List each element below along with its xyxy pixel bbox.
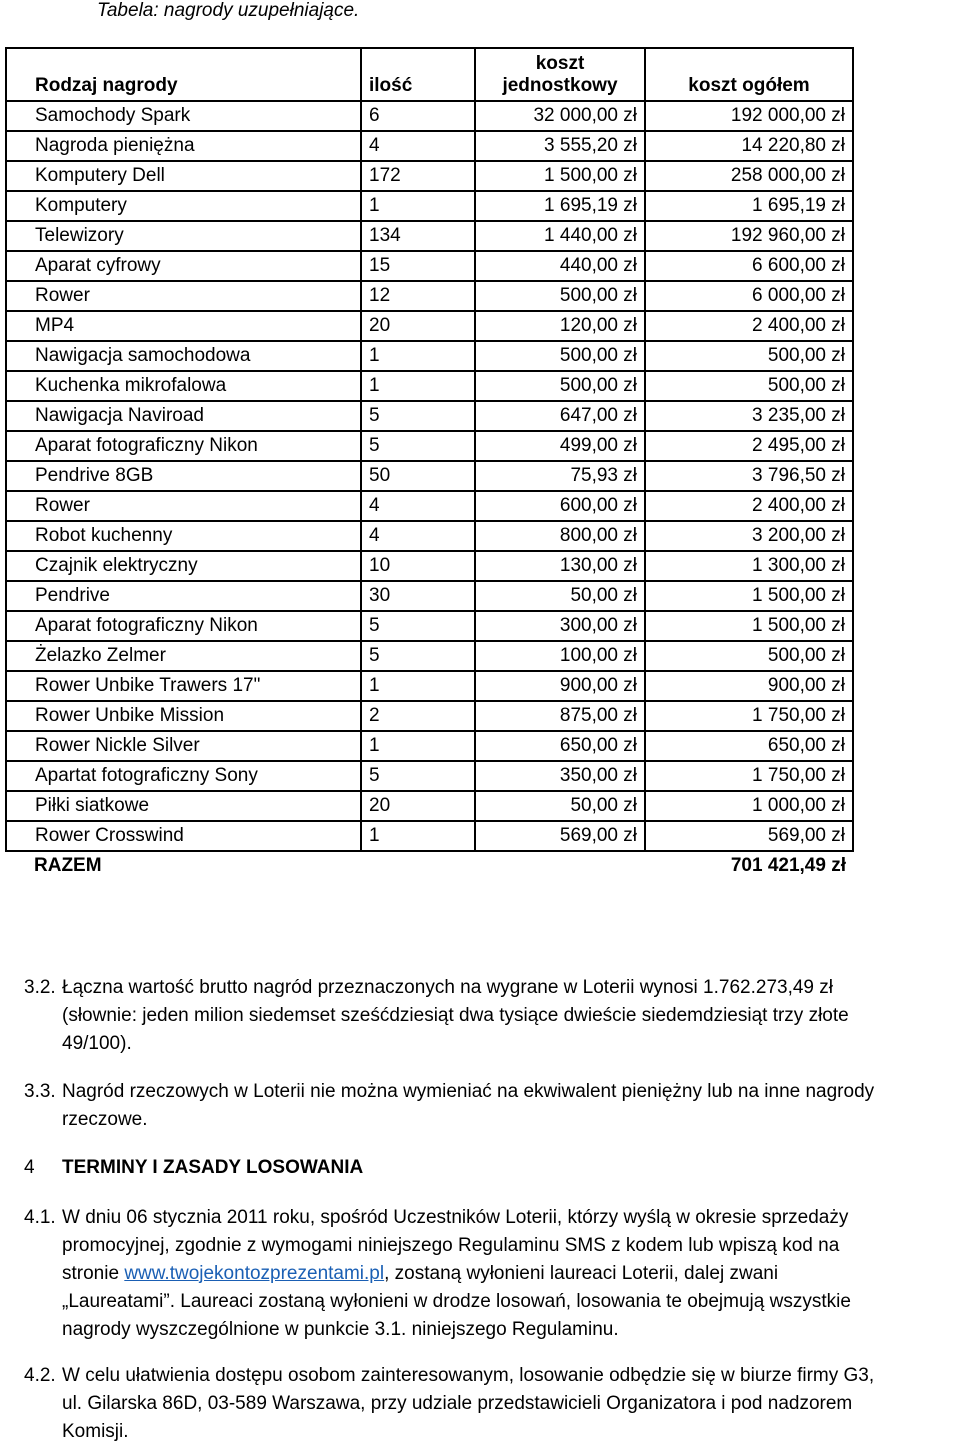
cell-unit-cost: 50,00 zł (475, 581, 645, 611)
total-label: RAZEM (34, 855, 102, 876)
cell-prize-name: Rower (6, 491, 361, 521)
cell-total-cost: 3 796,50 zł (645, 461, 853, 491)
cell-unit-cost: 1 440,00 zł (475, 221, 645, 251)
total-empty-qty (361, 851, 475, 880)
paragraph-number: 4.2. (24, 1365, 56, 1386)
cell-quantity: 1 (361, 371, 475, 401)
cell-total-cost: 6 600,00 zł (645, 251, 853, 281)
link-prefix: stronie (62, 1263, 125, 1284)
table-row (6, 281, 853, 311)
cell-quantity: 5 (361, 611, 475, 641)
cell-quantity: 1 (361, 341, 475, 371)
cell-unit-cost: 650,00 zł (475, 731, 645, 761)
cell-unit-cost: 100,00 zł (475, 641, 645, 671)
cell-prize-name: Rower Nickle Silver (6, 731, 361, 761)
cell-unit-cost: 32 000,00 zł (475, 101, 645, 131)
cell-unit-cost: 120,00 zł (475, 311, 645, 341)
cell-unit-cost: 499,00 zł (475, 431, 645, 461)
cell-total-cost: 900,00 zł (645, 671, 853, 701)
table-row (6, 491, 853, 521)
paragraph-line: W dniu 06 stycznia 2011 roku, spośród Uczestników Loterii, którzy wyślą w okresie sprzedaży (62, 1207, 849, 1228)
table-row (6, 401, 853, 431)
total-empty-unit (475, 851, 645, 880)
section-number: 4 (24, 1157, 35, 1178)
cell-total-cost: 500,00 zł (645, 341, 853, 371)
cell-prize-name: Pendrive (6, 581, 361, 611)
section-4-heading (0, 1154, 960, 1184)
cell-prize-name: Komputery (6, 191, 361, 221)
cell-total-cost: 1 500,00 zł (645, 581, 853, 611)
cell-quantity: 134 (361, 221, 475, 251)
cell-prize-name: MP4 (6, 311, 361, 341)
table-row (6, 311, 853, 341)
cell-prize-name: Czajnik elektryczny (6, 551, 361, 581)
table-row (6, 161, 853, 191)
paragraph-3-2 (0, 974, 960, 1064)
cell-quantity: 12 (361, 281, 475, 311)
paragraph-line: Łączna wartość brutto nagród przeznaczonych na wygrane w Loterii wynosi 1.762.273,49 zł (62, 977, 833, 998)
cell-unit-cost: 50,00 zł (475, 791, 645, 821)
cell-unit-cost: 600,00 zł (475, 491, 645, 521)
cell-prize-name: Robot kuchenny (6, 521, 361, 551)
table-row (6, 671, 853, 701)
paragraph-3-3 (0, 1078, 960, 1138)
cell-prize-name: Komputery Dell (6, 161, 361, 191)
cell-quantity: 5 (361, 431, 475, 461)
cell-unit-cost: 875,00 zł (475, 701, 645, 731)
paragraph-line: (słownie: jeden milion siedemset sześćdziesiąt dwa tysiące dwieście siedemdziesiąt trzy złote (62, 1005, 849, 1026)
cell-total-cost: 2 495,00 zł (645, 431, 853, 461)
cell-prize-name: Aparat cyfrowy (6, 251, 361, 281)
total-row (6, 851, 853, 880)
cell-prize-name: Nagroda pieniężna (6, 131, 361, 161)
total-value: 701 421,49 zł (730, 855, 846, 876)
cell-total-cost: 650,00 zł (645, 731, 853, 761)
cell-quantity: 172 (361, 161, 475, 191)
header-qty: ilość (361, 48, 475, 101)
cell-prize-name: Pendrive 8GB (6, 461, 361, 491)
cell-prize-name: Telewizory (6, 221, 361, 251)
paragraph-4-2 (0, 1362, 960, 1448)
cell-total-cost: 6 000,00 zł (645, 281, 853, 311)
cell-quantity: 4 (361, 131, 475, 161)
header-unit-cost (475, 48, 645, 101)
table-row (6, 731, 853, 761)
cell-prize-name: Rower Crosswind (6, 821, 361, 851)
cell-unit-cost: 800,00 zł (475, 521, 645, 551)
paragraph-line: rzeczowe. (62, 1109, 148, 1130)
cell-quantity: 2 (361, 701, 475, 731)
cell-total-cost: 1 300,00 zł (645, 551, 853, 581)
header-name: Rodzaj nagrody (6, 48, 361, 101)
cell-prize-name: Nawigacja samochodowa (6, 341, 361, 371)
cell-total-cost: 3 235,00 zł (645, 401, 853, 431)
cell-total-cost: 1 695,19 zł (645, 191, 853, 221)
paragraph-number: 4.1. (24, 1207, 56, 1228)
table-row (6, 791, 853, 821)
header-total-cost: koszt ogółem (645, 48, 853, 101)
cell-quantity: 5 (361, 641, 475, 671)
table-row (6, 431, 853, 461)
cell-unit-cost: 350,00 zł (475, 761, 645, 791)
cell-quantity: 50 (361, 461, 475, 491)
cell-prize-name: Piłki siatkowe (6, 791, 361, 821)
cell-prize-name: Żelazko Zelmer (6, 641, 361, 671)
cell-total-cost: 500,00 zł (645, 641, 853, 671)
cell-quantity: 1 (361, 671, 475, 701)
cell-quantity: 5 (361, 401, 475, 431)
table-row (6, 341, 853, 371)
cell-unit-cost: 3 555,20 zł (475, 131, 645, 161)
cell-unit-cost: 1 500,00 zł (475, 161, 645, 191)
header-unit-line2: jednostkowy (502, 75, 618, 96)
table-row (6, 611, 853, 641)
cell-quantity: 1 (361, 191, 475, 221)
cell-quantity: 4 (361, 521, 475, 551)
cell-quantity: 20 (361, 311, 475, 341)
table-row (6, 371, 853, 401)
cell-prize-name: Aparat fotograficzny Nikon (6, 611, 361, 641)
cell-prize-name: Aparat fotograficzny Nikon (6, 431, 361, 461)
cell-total-cost: 2 400,00 zł (645, 311, 853, 341)
paragraph-line: 49/100). (62, 1033, 132, 1054)
cell-quantity: 6 (361, 101, 475, 131)
cell-unit-cost: 300,00 zł (475, 611, 645, 641)
cell-total-cost: 2 400,00 zł (645, 491, 853, 521)
cell-prize-name: Rower Unbike Mission (6, 701, 361, 731)
prizes-table (5, 47, 854, 880)
paragraph-line: ul. Gilarska 86D, 03-589 Warszawa, przy udziale przedstawicieli Organizatora i pod nadzorem (62, 1393, 853, 1414)
cell-unit-cost: 900,00 zł (475, 671, 645, 701)
cell-quantity: 30 (361, 581, 475, 611)
cell-unit-cost: 440,00 zł (475, 251, 645, 281)
table-row (6, 521, 853, 551)
paragraph-number: 3.2. (24, 977, 56, 998)
header-unit-line1: koszt (535, 53, 585, 74)
cell-quantity: 5 (361, 761, 475, 791)
paragraph-line: Nagród rzeczowych w Loterii nie można wymieniać na ekwiwalent pieniężny lub na inne nagrody (62, 1081, 875, 1102)
paragraph-line: W celu ułatwienia dostępu osobom zainteresowanym, losowanie odbędzie się w biurze firmy G3, (62, 1365, 875, 1386)
cell-total-cost: 1 500,00 zł (645, 611, 853, 641)
section-title: TERMINY I ZASADY LOSOWANIA (62, 1157, 364, 1178)
cell-quantity: 1 (361, 821, 475, 851)
cell-total-cost: 258 000,00 zł (645, 161, 853, 191)
cell-prize-name: Rower (6, 281, 361, 311)
table-row (6, 821, 853, 851)
cell-quantity: 10 (361, 551, 475, 581)
table-row (6, 131, 853, 161)
cell-total-cost: 14 220,80 zł (645, 131, 853, 161)
table-caption: Tabela: nagrody uzupełniające. (97, 0, 360, 21)
cell-total-cost: 192 000,00 zł (645, 101, 853, 131)
table-body (6, 101, 853, 851)
cell-unit-cost: 500,00 zł (475, 371, 645, 401)
cell-unit-cost: 569,00 zł (475, 821, 645, 851)
link-suffix: , zostaną wyłonieni laureaci Loterii, dalej zwani (384, 1263, 779, 1284)
cell-unit-cost: 1 695,19 zł (475, 191, 645, 221)
table-row (6, 581, 853, 611)
paragraph-line: nagrody wyszczególnione w punkcie 3.1. niniejszego Regulaminu. (62, 1319, 619, 1340)
table-row (6, 551, 853, 581)
cell-prize-name: Rower Unbike Trawers 17" (6, 671, 361, 701)
cell-quantity: 1 (361, 731, 475, 761)
cell-unit-cost: 500,00 zł (475, 341, 645, 371)
table-row (6, 221, 853, 251)
cell-total-cost: 1 750,00 zł (645, 701, 853, 731)
cell-total-cost: 1 750,00 zł (645, 761, 853, 791)
cell-prize-name: Apartat fotograficzny Sony (6, 761, 361, 791)
paragraph-line: Komisji. (62, 1421, 129, 1442)
paragraph-4-1 (0, 1204, 960, 1349)
cell-total-cost: 569,00 zł (645, 821, 853, 851)
paragraph-line: „Laureatami”. Laureaci zostaną wyłonieni w drodze losowań, losowania te obejmują wszystkie (62, 1291, 851, 1312)
paragraph-line (62, 1260, 960, 1288)
cell-unit-cost: 130,00 zł (475, 551, 645, 581)
paragraph-line: promocyjnej, zgodnie z wymogami niniejszego Regulaminu SMS z kodem lub wpiszą kod na (62, 1235, 840, 1256)
table-row (6, 641, 853, 671)
cell-prize-name: Nawigacja Naviroad (6, 401, 361, 431)
cell-quantity: 4 (361, 491, 475, 521)
cell-unit-cost: 75,93 zł (475, 461, 645, 491)
cell-total-cost: 1 000,00 zł (645, 791, 853, 821)
table-header-row (6, 48, 853, 101)
cell-unit-cost: 647,00 zł (475, 401, 645, 431)
cell-prize-name: Kuchenka mikrofalowa (6, 371, 361, 401)
cell-total-cost: 192 960,00 zł (645, 221, 853, 251)
table-row (6, 191, 853, 221)
table-row (6, 251, 853, 281)
website-link[interactable]: www.twojekontozprezentami.pl (124, 1263, 385, 1284)
table-row (6, 101, 853, 131)
table-row (6, 761, 853, 791)
paragraph-number: 3.3. (24, 1081, 56, 1102)
cell-prize-name: Samochody Spark (6, 101, 361, 131)
cell-unit-cost: 500,00 zł (475, 281, 645, 311)
table-row (6, 461, 853, 491)
cell-quantity: 20 (361, 791, 475, 821)
cell-quantity: 15 (361, 251, 475, 281)
cell-total-cost: 500,00 zł (645, 371, 853, 401)
table-row (6, 701, 853, 731)
cell-total-cost: 3 200,00 zł (645, 521, 853, 551)
